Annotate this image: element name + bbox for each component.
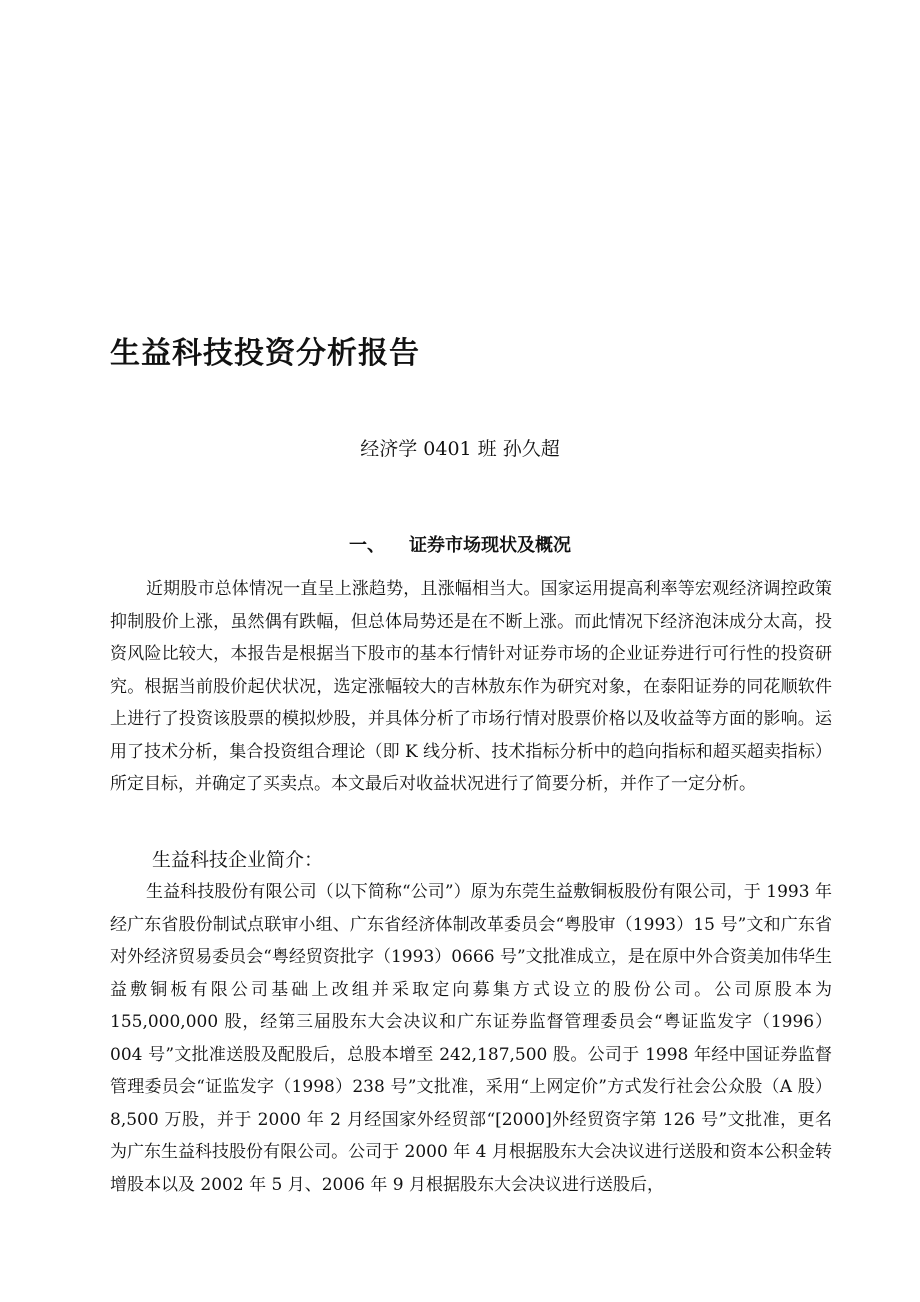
section-title: 证券市场现状及概况 [409,535,571,556]
document-title: 生益科技投资分析报告 [110,336,420,371]
section-heading [0,531,920,557]
paragraph-market-overview: 近期股市总体情况一直呈上涨趋势，且涨幅相当大。国家运用提高利率等宏观经济调控政策抑制股价上涨，虽然偶有跌幅，但总体局势还是在不断上涨。而此情况下经济泡沫成分太高，投资风险比较大，本报告是根据当下股市的基本行情针对证券市场的企业证券进行可行性的投资研究。根据当前股价起伏状况，选定涨幅较大的吉林敖东作为研究对象，在泰阳证券的同花顺软件上进行了投资该股票的模拟炒股，并具体分析了市场行情对股票价格以及收益等方面的影响。运用了技术分析，集合投资组合理论（即 K 线分析、技术指标分析中的趋向指标和超买超卖指标）所定目标，并确定了买卖点。本文最后对收益状况进行了简要分析，并作了一定分析。 [110,579,832,794]
company-intro-heading: 生益科技企业简介： [152,849,324,871]
paragraph-company-intro: 生益科技股份有限公司（以下简称“公司”）原为东莞生益敷铜板股份有限公司，于 1993 年经广东省股份制试点联审小组、广东省经济体制改革委员会“粤股审（1993）15 号”文和广东省对外经济贸易委员会“粤经贸资批字（1993）0666 号”文批准成立，是在原中外合资美加伟华生益敷铜板有限公司基础上改组并采取定向募集方式设立的股份公司。公司原股本为 155,000,000 股，经第三届股东大会决议和广东证券监督管理委员会“粤证监发字（1996）004 号”文批准送股及配股后，总股本增至 242,187,500 股。公司于 1998 年经中国证券监督管理委员会“证监发字（1998）238 号”文批准，采用“上网定价”方式发行社会公众股（A 股）8,500 万股，并于 2000 年 2 月经国家外经贸部“[2000]外经贸资字第 126 号”文批准，更名为广东生益科技股份有限公司。公司于 2000 年 4 月根据股东大会决议进行送股和资本公积金转增股本以及 2002 年 5 月、2006 年 9 月根据股东大会决议进行送股后， [110,882,832,1195]
author-line: 经济学 0401 班 孙久超 [360,438,560,460]
section-number: 一、 [349,535,385,556]
